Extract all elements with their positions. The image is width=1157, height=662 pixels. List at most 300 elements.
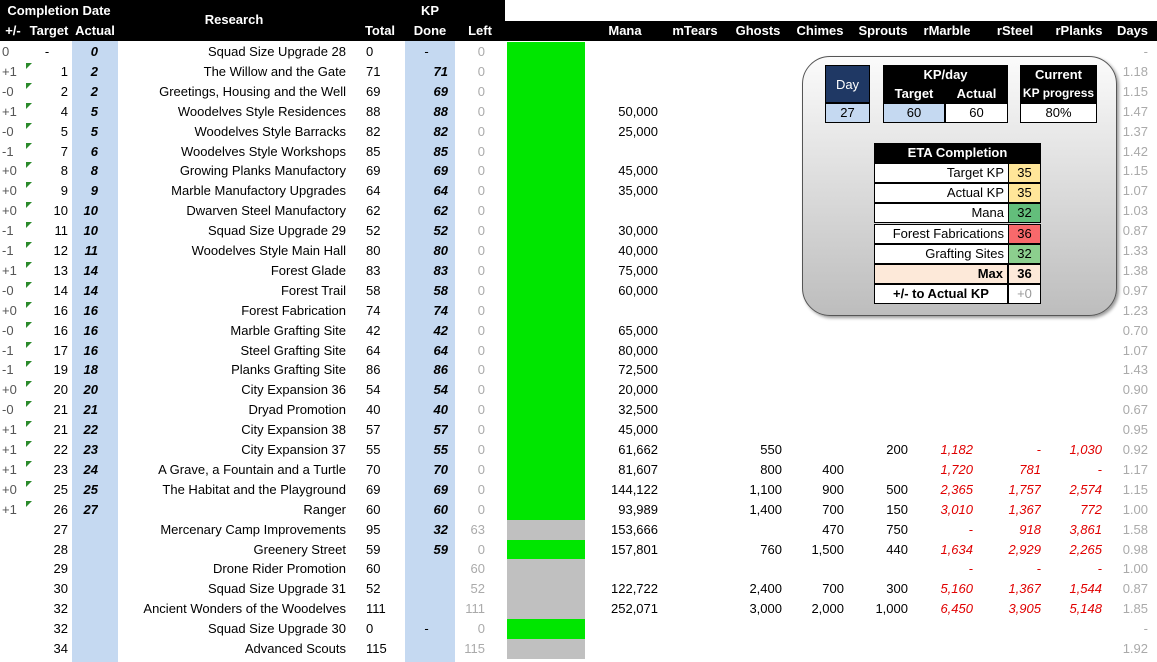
rmarble-cell: 5,160: [940, 581, 973, 597]
days-cell: 1.42: [1122, 143, 1148, 159]
sprouts-cell: [852, 559, 908, 579]
total-cell: 69: [366, 163, 381, 179]
ghosts-cell: [728, 221, 782, 241]
target-cell: 11: [54, 223, 68, 239]
actual-cell: [72, 540, 98, 560]
sprouts-cell: 150: [886, 501, 908, 517]
current-value: 80%: [1020, 103, 1097, 123]
target-cell: 8: [60, 163, 68, 179]
progress-bar-cell: [507, 82, 585, 102]
mtears-cell: [665, 639, 720, 659]
progress-bar-cell: [507, 460, 585, 480]
ghosts-cell: [728, 42, 782, 62]
done-cell: 57: [433, 422, 448, 438]
actual-cell: 10: [83, 203, 98, 219]
comment-marker-icon[interactable]: [26, 83, 32, 89]
left-cell: 0: [477, 243, 485, 258]
actual-cell: 10: [83, 223, 98, 239]
chimes-cell: [790, 400, 844, 420]
rplanks-cell: 3,861: [1069, 521, 1102, 537]
done-cell: -: [424, 621, 429, 637]
rsteel-cell: 1,367: [1008, 581, 1041, 597]
mana-cell: [590, 62, 658, 82]
progress-bar-cell: [507, 480, 585, 500]
kp-header: KP: [420, 3, 440, 18]
ghosts-cell: [728, 261, 782, 281]
comment-marker-icon[interactable]: [26, 63, 32, 69]
left-cell: 0: [477, 302, 485, 318]
sprouts-cell: 750: [886, 521, 908, 537]
total-cell: 40: [366, 402, 381, 418]
mtears-cell: [665, 400, 720, 420]
day-value: 27: [825, 103, 870, 123]
target-cell: 2: [60, 83, 68, 99]
done-cell: 62: [433, 203, 448, 219]
mana-cell: 252,071: [611, 601, 658, 617]
comment-marker-icon[interactable]: [26, 461, 32, 467]
pm-cell: [2, 520, 24, 540]
total-cell: 62: [366, 203, 381, 219]
progress-bar-cell: [507, 181, 585, 201]
days-cell: 1.07: [1122, 183, 1148, 199]
comment-marker-icon[interactable]: [26, 441, 32, 447]
ghosts-cell: [728, 619, 782, 639]
left-header: Left: [468, 23, 492, 38]
mtears-cell: [665, 460, 720, 480]
progress-bar-cell: [507, 261, 585, 281]
done-cell: 82: [433, 123, 448, 139]
total-cell: 111: [366, 601, 386, 617]
mana-cell: 153,666: [611, 521, 658, 537]
chimes-cell: 700: [822, 581, 844, 597]
pm-cell: -1: [2, 362, 14, 378]
rplanks-cell: -: [1097, 561, 1102, 577]
days-header: Days: [1116, 23, 1149, 38]
ghosts-cell: [728, 400, 782, 420]
pm-cell: [2, 540, 24, 560]
days-cell: 0.92: [1122, 442, 1148, 457]
ghosts-cell: [728, 161, 782, 181]
target-cell: 12: [53, 243, 68, 258]
days-cell: 1.00: [1122, 561, 1148, 577]
total-cell: 59: [366, 541, 381, 557]
pm-cell: +0: [2, 302, 17, 318]
target-cell: 23: [53, 461, 68, 477]
rplanks-cell: 772: [1080, 501, 1102, 517]
mtears-cell: [665, 341, 720, 361]
left-cell: 0: [477, 163, 485, 179]
mana-cell: 60,000: [618, 282, 658, 298]
actual-cell: [72, 520, 98, 540]
left-cell: 0: [477, 461, 485, 477]
left-cell: 0: [477, 103, 485, 119]
pm-cell: -0: [2, 322, 14, 338]
mana-cell: 122,722: [611, 581, 658, 597]
total-cell: 74: [366, 302, 381, 318]
rsteel-cell: 1,757: [1008, 481, 1041, 497]
done-cell: 70: [433, 461, 448, 477]
done-cell: 83: [433, 262, 448, 278]
rsteel-cell: 781: [1019, 461, 1041, 477]
target-cell: 21: [53, 422, 68, 438]
eta-row-label: Forest Fabrications: [874, 224, 1008, 244]
comment-marker-icon[interactable]: [26, 302, 32, 308]
rplanks-cell: [1050, 619, 1102, 639]
days-cell: 0.97: [1122, 282, 1148, 298]
left-cell: 0: [477, 362, 485, 378]
comment-marker-icon[interactable]: [26, 202, 32, 208]
target-cell: 25: [53, 481, 68, 497]
comment-marker-icon[interactable]: [26, 481, 32, 487]
done-cell: [405, 559, 448, 579]
mana-cell: 157,801: [611, 541, 658, 557]
ghosts-cell: 760: [760, 541, 782, 557]
ghosts-cell: [728, 281, 782, 301]
rsteel-header: rSteel: [996, 23, 1034, 38]
comment-marker-icon[interactable]: [26, 262, 32, 268]
mtears-cell: [665, 142, 720, 162]
comment-marker-icon[interactable]: [26, 501, 32, 507]
eta-title: ETA Completion: [874, 143, 1041, 163]
total-cell: 42: [366, 322, 381, 338]
progress-bar-cell: [507, 221, 585, 241]
ghosts-cell: [728, 301, 782, 321]
actual-cell: 6: [90, 143, 98, 159]
done-cell: 42: [433, 322, 448, 338]
comment-marker-icon[interactable]: [26, 322, 32, 328]
chimes-cell: 1,500: [811, 541, 844, 557]
left-cell: 0: [477, 422, 485, 438]
sprouts-cell: [852, 420, 908, 440]
actual-cell: 2: [90, 63, 98, 79]
rmarble-cell: [916, 380, 973, 400]
done-cell: 88: [433, 103, 448, 119]
rplanks-header: rPlanks: [1055, 23, 1103, 38]
pm-actual-label: +/- to Actual KP: [874, 284, 1008, 304]
total-cell: 83: [366, 262, 381, 278]
target-cell: 4: [60, 103, 68, 119]
pm-cell: +0: [2, 183, 17, 199]
rsteel-cell: [982, 360, 1041, 380]
kpday-label: KP/day: [883, 65, 1008, 84]
comment-marker-icon[interactable]: [26, 143, 32, 149]
sprouts-cell: [852, 400, 908, 420]
left-cell: 0: [477, 83, 485, 99]
mana-cell: 50,000: [618, 103, 658, 119]
rsteel-cell: [982, 619, 1041, 639]
comment-marker-icon[interactable]: [26, 342, 32, 348]
mana-cell: [590, 42, 658, 62]
left-cell: 0: [477, 282, 485, 298]
mtears-cell: [665, 500, 720, 520]
research-cell: Woodelves Style Main Hall: [191, 243, 346, 258]
done-cell: 59: [433, 541, 448, 557]
done-cell: 69: [433, 481, 448, 497]
progress-bar-cell: [507, 102, 585, 122]
ghosts-cell: [728, 520, 782, 540]
rplanks-cell: -: [1097, 461, 1102, 477]
mana-cell: [590, 559, 658, 579]
days-cell: 1.23: [1122, 302, 1148, 318]
left-cell: 0: [477, 223, 485, 239]
research-cell: The Willow and the Gate: [203, 63, 346, 79]
research-cell: City Expansion 36: [241, 382, 346, 398]
progress-bar-cell: [507, 420, 585, 440]
rmarble-cell: [916, 360, 973, 380]
completion-date-header: Completion Date: [7, 3, 111, 18]
rmarble-cell: 6,450: [940, 601, 973, 617]
days-cell: 0.87: [1122, 581, 1148, 597]
days-cell: 1.00: [1122, 501, 1148, 517]
rsteel-cell: [982, 400, 1041, 420]
mtears-cell: [665, 122, 720, 142]
target-cell: 21: [53, 402, 68, 418]
kpday-target-value: 60: [883, 103, 945, 123]
days-cell: 0.67: [1122, 402, 1148, 418]
day-label: Day: [825, 65, 870, 103]
days-cell: 1.17: [1122, 461, 1148, 477]
total-cell: 60: [366, 561, 381, 577]
mana-cell: [590, 301, 658, 321]
target-cell: 5: [60, 123, 68, 139]
mana-cell: 32,500: [618, 402, 658, 418]
research-cell: Dryad Promotion: [248, 402, 346, 418]
ghosts-cell: [728, 241, 782, 261]
left-cell: 63: [470, 521, 485, 537]
rsteel-cell: [982, 420, 1041, 440]
left-cell: 0: [477, 183, 485, 199]
ghosts-cell: 3,000: [749, 601, 782, 617]
done-cell: -: [424, 44, 429, 59]
done-cell: 64: [433, 183, 448, 199]
progress-bar-cell: [507, 400, 585, 420]
rplanks-cell: 2,265: [1069, 541, 1102, 557]
total-cell: 60: [366, 501, 381, 517]
progress-bar-cell: [507, 321, 585, 341]
sprouts-cell: [852, 380, 908, 400]
sprouts-cell: [852, 639, 908, 659]
chimes-cell: [790, 341, 844, 361]
done-cell: 69: [433, 83, 448, 99]
progress-bar-cell: [507, 579, 585, 599]
mtears-header: mTears: [672, 23, 718, 38]
done-cell: 64: [433, 342, 448, 358]
mtears-cell: [665, 420, 720, 440]
ghosts-cell: [728, 201, 782, 221]
comment-marker-icon[interactable]: [26, 162, 32, 168]
research-cell: Woodelves Style Barracks: [194, 123, 346, 139]
progress-bar-cell: [507, 440, 585, 460]
left-cell: 0: [477, 143, 485, 159]
rmarble-cell: -: [968, 521, 973, 537]
actual-cell: 23: [83, 442, 98, 457]
actual-cell: 16: [83, 322, 98, 338]
actual-cell: [72, 619, 98, 639]
actual-cell: 24: [83, 461, 98, 477]
rsteel-cell: 2,929: [1008, 541, 1041, 557]
pm-cell: +0: [2, 163, 17, 179]
mtears-cell: [665, 62, 720, 82]
progress-bar-cell: [507, 619, 585, 639]
eta-row-value: 35: [1008, 183, 1041, 203]
max-label: Max: [874, 264, 1008, 284]
mana-cell: 144,122: [611, 481, 658, 497]
ghosts-cell: [728, 82, 782, 102]
rmarble-cell: 1,634: [940, 541, 973, 557]
comment-marker-icon[interactable]: [26, 421, 32, 427]
days-cell: 1.85: [1122, 601, 1148, 617]
comment-marker-icon[interactable]: [26, 361, 32, 367]
actual-cell: 18: [83, 362, 98, 378]
ghosts-cell: 800: [760, 461, 782, 477]
days-cell: 1.33: [1122, 243, 1148, 258]
total-cell: 69: [366, 481, 381, 497]
days-cell: 1.58: [1122, 521, 1148, 537]
research-cell: Squad Size Upgrade 30: [207, 621, 346, 637]
research-cell: Greetings, Housing and the Well: [159, 83, 346, 99]
days-cell: 0.87: [1122, 223, 1148, 239]
ghosts-cell: 2,400: [749, 581, 782, 597]
progress-bar-cell: [507, 62, 585, 82]
mana-cell: 40,000: [618, 243, 658, 258]
total-cell: 115: [366, 641, 387, 656]
rmarble-cell: -: [968, 561, 973, 577]
eta-row-label: Mana: [874, 203, 1008, 223]
ghosts-cell: [728, 341, 782, 361]
research-cell: The Habitat and the Playground: [162, 481, 346, 497]
target-cell: 26: [53, 501, 68, 517]
comment-marker-icon[interactable]: [26, 381, 32, 387]
left-cell: 60: [470, 561, 485, 577]
days-cell: 1.92: [1122, 641, 1148, 656]
mana-cell: 61,662: [618, 442, 658, 457]
actual-cell: [72, 559, 98, 579]
rmarble-cell: [916, 420, 973, 440]
comment-marker-icon[interactable]: [26, 103, 32, 109]
comment-marker-icon[interactable]: [26, 182, 32, 188]
total-cell: 0: [366, 621, 374, 637]
left-cell: 0: [477, 262, 485, 278]
done-cell: 52: [433, 223, 448, 239]
rsteel-cell: [982, 341, 1041, 361]
pm-cell: [2, 579, 24, 599]
rplanks-cell: [1050, 420, 1102, 440]
days-cell: 0.90: [1122, 382, 1148, 398]
actual-cell: 27: [83, 501, 98, 517]
progress-bar-cell: [507, 500, 585, 520]
progress-bar-cell: [507, 360, 585, 380]
rplanks-cell: [1050, 639, 1102, 659]
mtears-cell: [665, 261, 720, 281]
research-cell: City Expansion 37: [241, 442, 346, 457]
comment-marker-icon[interactable]: [26, 242, 32, 248]
rmarble-cell: [916, 619, 973, 639]
sprouts-cell: 440: [886, 541, 908, 557]
sprouts-cell: [852, 360, 908, 380]
target-cell: 32: [53, 621, 68, 637]
done-cell: [405, 599, 448, 619]
mtears-cell: [665, 82, 720, 102]
progress-bar-cell: [507, 341, 585, 361]
chimes-cell: 2,000: [811, 601, 844, 617]
rplanks-cell: [1050, 380, 1102, 400]
pm-cell: [2, 559, 24, 579]
progress-bar-cell: [507, 559, 585, 579]
research-cell: Advanced Scouts: [244, 641, 346, 656]
mtears-cell: [665, 579, 720, 599]
left-cell: 0: [477, 501, 485, 517]
target-cell: 30: [53, 581, 68, 597]
target-cell: 7: [60, 143, 68, 159]
actual-cell: 2: [90, 83, 98, 99]
done-cell: 32: [433, 521, 448, 537]
ghosts-cell: [728, 181, 782, 201]
progress-bar-cell: [507, 301, 585, 321]
research-cell: Squad Size Upgrade 31: [207, 581, 346, 597]
actual-cell: [72, 639, 98, 659]
mana-cell: 65,000: [618, 322, 658, 338]
rsteel-cell: [982, 639, 1041, 659]
sprouts-header: Sprouts: [858, 23, 908, 38]
actual-cell: 5: [90, 103, 98, 119]
mana-cell: 93,989: [618, 501, 658, 517]
research-cell: A Grave, a Fountain and a Turtle: [158, 461, 346, 477]
left-cell: 0: [477, 442, 485, 457]
mtears-cell: [665, 360, 720, 380]
current-label-1: Current: [1020, 65, 1097, 84]
actual-cell: 22: [83, 422, 98, 438]
actual-cell: 14: [83, 262, 98, 278]
target-cell: 27: [53, 521, 68, 537]
actual-cell: [72, 579, 98, 599]
chimes-header: Chimes: [796, 23, 844, 38]
left-cell: 0: [477, 382, 485, 398]
total-cell: 57: [366, 422, 381, 438]
ghosts-cell: [728, 122, 782, 142]
ghosts-cell: [728, 559, 782, 579]
ghosts-cell: [728, 380, 782, 400]
pm-cell: -1: [2, 243, 14, 258]
left-cell: 0: [477, 44, 485, 59]
rmarble-cell: 2,365: [940, 481, 973, 497]
mana-cell: [590, 142, 658, 162]
mana-cell: 30,000: [618, 223, 658, 239]
sprouts-cell: [852, 460, 908, 480]
comment-marker-icon[interactable]: [26, 282, 32, 288]
rmarble-cell: 1,182: [940, 442, 973, 457]
ghosts-cell: [728, 639, 782, 659]
total-cell: 80: [366, 243, 381, 258]
total-header: Total: [364, 23, 396, 38]
pm-cell: -0: [2, 402, 14, 418]
comment-marker-icon[interactable]: [26, 401, 32, 407]
comment-marker-icon[interactable]: [26, 222, 32, 228]
left-cell: 0: [477, 63, 485, 79]
sprouts-cell: [852, 341, 908, 361]
rplanks-cell: 1,030: [1069, 442, 1102, 457]
days-cell: 1.47: [1122, 103, 1148, 119]
pm-cell: 0: [2, 44, 10, 59]
chimes-cell: 470: [822, 521, 844, 537]
target-cell: 29: [53, 561, 68, 577]
pm-cell: +0: [2, 382, 17, 398]
comment-marker-icon[interactable]: [26, 123, 32, 129]
target-cell: 34: [53, 641, 68, 656]
pm-cell: +1: [2, 103, 17, 119]
mana-cell: 45,000: [618, 163, 658, 179]
total-cell: 55: [366, 442, 381, 457]
done-cell: 71: [433, 63, 448, 79]
